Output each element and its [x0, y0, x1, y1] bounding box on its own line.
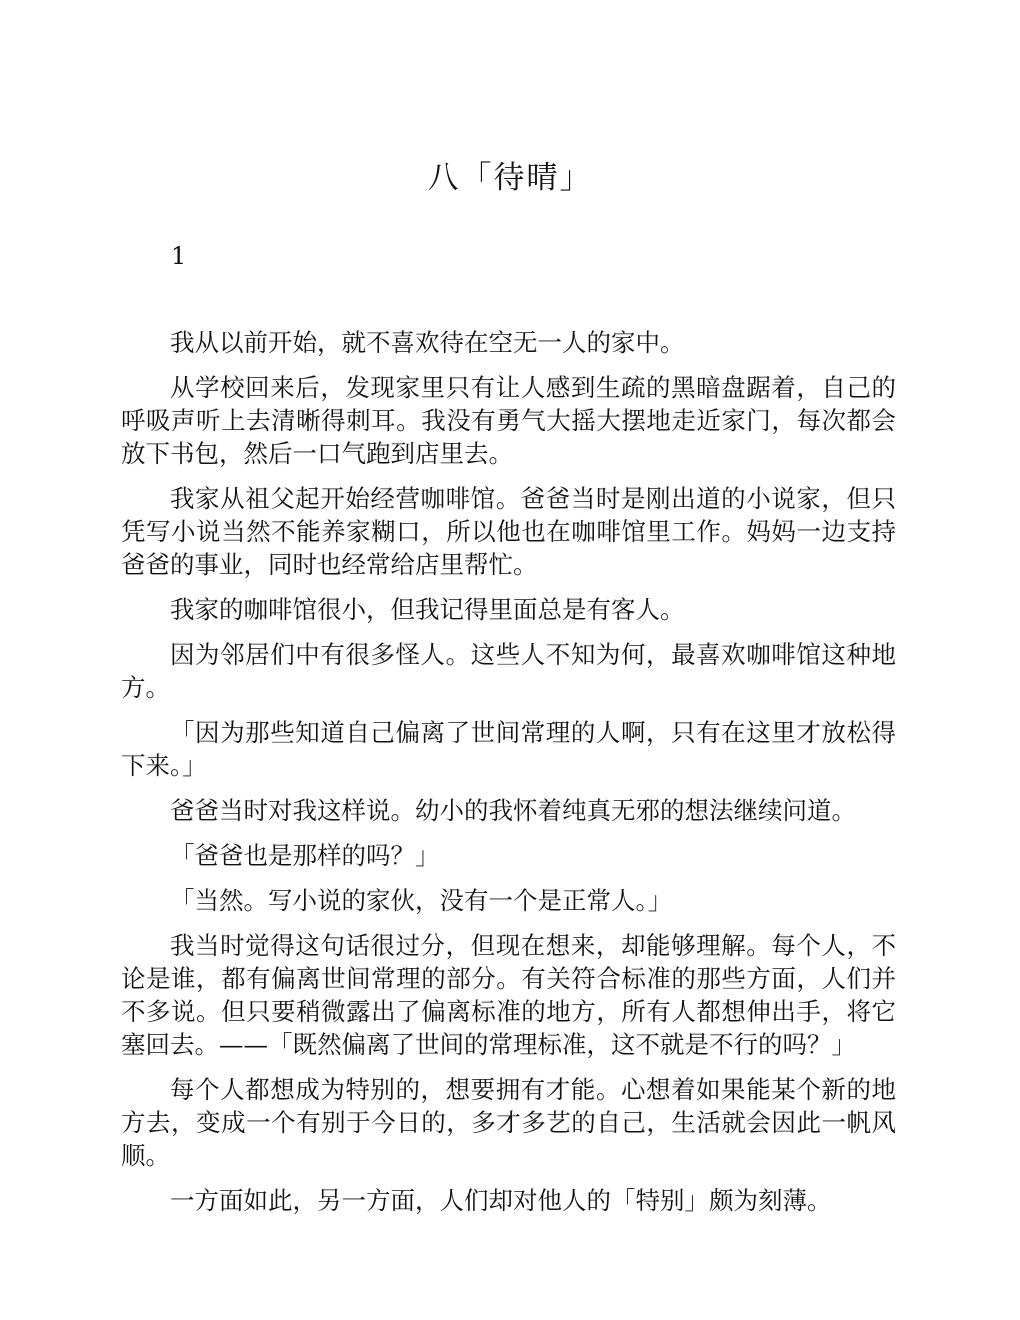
paragraph: 我家从祖父起开始经营咖啡馆。爸爸当时是刚出道的小说家，但只凭写小说当然不能养家糊口，所以他也在咖啡馆里工作。妈妈一边支持爸爸的事业，同时也经常给店里帮忙。: [121, 484, 896, 579]
paragraph: 我家的咖啡馆很小，但我记得里面总是有客人。: [170, 595, 685, 624]
paragraph: 一方面如此，另一方面，人们却对他人的「特别」颇为刻薄。: [170, 1186, 832, 1215]
body-text: [121, 326, 896, 1229]
paragraph: 从学校回来后，发现家里只有让人感到生疏的黑暗盘踞着，自己的呼吸声听上去清晰得刺耳。我没有勇气大摇大摆地走近家门，每次都会放下书包，然后一口气跑到店里去。: [121, 373, 896, 468]
paragraph: 每个人都想成为特别的，想要拥有才能。心想着如果能某个新的地方去，变成一个有别于今日的，多才多艺的自己，生活就会因此一帆风顺。: [121, 1075, 896, 1170]
paragraph: 「爸爸也是那样的吗？」: [170, 841, 440, 870]
paragraph: 我从以前开始，就不喜欢待在空无一人的家中。: [170, 328, 685, 357]
paragraph: 「因为那些知道自己偏离了世间常理的人啊，只有在这里才放松得下来。」: [121, 718, 896, 780]
section-number: 1: [171, 242, 187, 270]
paragraph: 因为邻居们中有很多怪人。这些人不知为何，最喜欢咖啡馆这种地方。: [121, 640, 896, 702]
chapter-title: 八「待晴」: [427, 160, 593, 196]
paragraph: 爸爸当时对我这样说。幼小的我怀着纯真无邪的想法继续问道。: [170, 796, 856, 825]
paragraph: 「当然。写小说的家伙，没有一个是正常人。」: [170, 886, 673, 915]
paragraph: 我当时觉得这句话很过分，但现在想来，却能够理解。每个人，不论是谁，都有偏离世间常理的部分。有关符合标准的那些方面，人们并不多说。但只要稍微露出了偏离标准的地方，所有人都想伸出手，将它塞回去。——「既然偏离了世间的常理标准，这不就是不行的吗？」: [121, 931, 896, 1059]
